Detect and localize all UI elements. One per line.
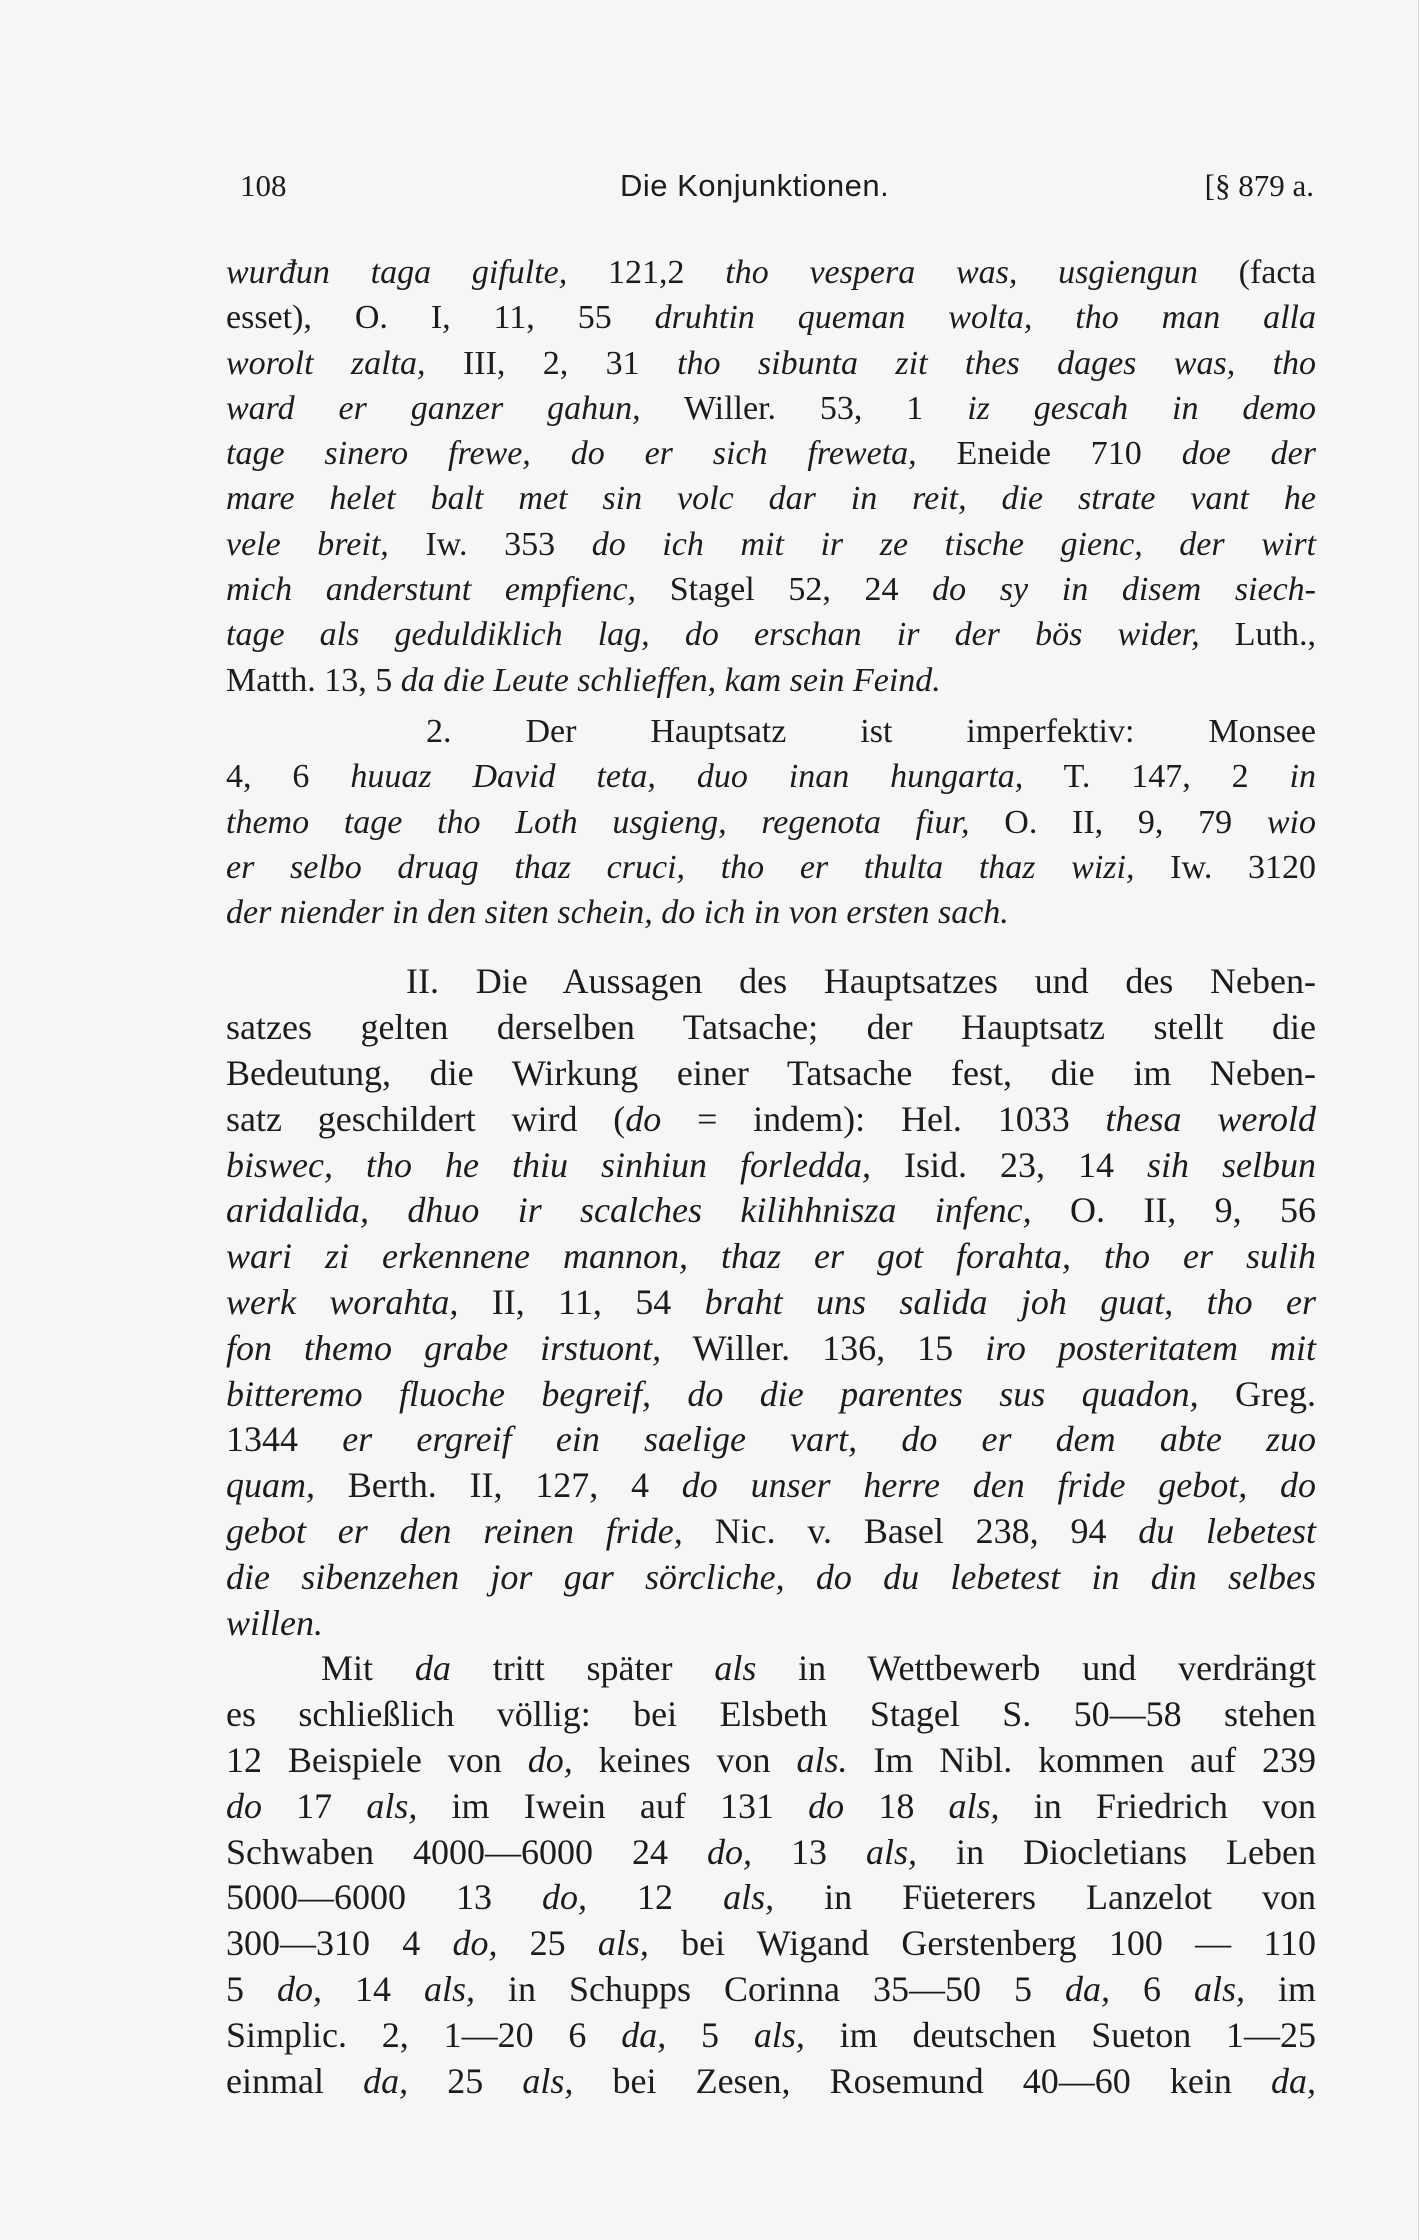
text-line <box>226 295 1316 340</box>
text-run: im Iwein auf 131 <box>417 1785 809 1826</box>
text-line <box>226 386 1316 431</box>
text-run: Matth. 13, 5 <box>226 661 401 699</box>
italic-citation: thesa werold <box>1105 1098 1316 1139</box>
text-run: 13 <box>752 1831 867 1872</box>
text-line <box>226 1372 1316 1418</box>
italic-citation: do sy in disem siech- <box>932 571 1317 609</box>
italic-citation: er selbo druag thaz cruci, tho er thulta thaz wizi, <box>226 848 1135 886</box>
text-line <box>226 1646 1316 1692</box>
italic-citation: tage als geduldiklich lag, do erschan ir der bös wider, <box>226 616 1200 654</box>
text-line <box>226 1692 1316 1738</box>
text-run: satz geschildert wird ( <box>226 1098 626 1139</box>
text-run: Iw. 353 <box>388 525 592 563</box>
paragraph-p3 <box>226 959 1316 1646</box>
text-run: 1344 <box>226 1419 343 1460</box>
italic-citation: tho sibunta zit thes dages was, tho <box>677 344 1317 382</box>
italic-citation: do, <box>527 1740 573 1780</box>
italic-citation: tage sinero frewe, do er sich freweta, <box>226 435 917 473</box>
text-line <box>226 800 1316 845</box>
text-run: im <box>1245 1968 1316 2009</box>
italic-citation: bitteremo fluoche begreif, do die parentes sus quadon, <box>226 1373 1199 1414</box>
text-run: 6 <box>1109 1968 1194 2009</box>
text-line <box>226 1234 1316 1280</box>
text-run: keines von <box>572 1740 797 1780</box>
italic-citation: wio <box>1266 803 1316 841</box>
text-line <box>226 1188 1316 1234</box>
text-run: Simplic. 2, 1—20 6 <box>226 2014 622 2055</box>
italic-citation: die sibenzehen jor gar sörcliche, do du lebetest in din selbes <box>226 1556 1316 1597</box>
italic-citation: braht uns salida joh guat, tho er <box>704 1282 1317 1323</box>
text-line <box>226 431 1316 476</box>
text-line <box>226 1326 1316 1372</box>
text-line <box>226 567 1316 612</box>
running-title: Die Konjunktionen. <box>620 168 890 203</box>
text-run: O. II, 9, 56 <box>1031 1190 1316 1231</box>
italic-citation: als, <box>866 1831 918 1872</box>
text-line <box>226 890 1316 935</box>
text-line <box>226 1097 1316 1143</box>
text-run: 17 <box>262 1785 367 1826</box>
italic-citation: in <box>1289 758 1316 796</box>
text-line <box>226 1280 1316 1326</box>
text-run: in Füeterers Lanzelot von <box>774 1877 1317 1918</box>
text-run: Eneide 710 <box>916 435 1182 473</box>
text-run: es schließlich völlig: bei Elsbeth Stagel S. 50—58 stehen <box>226 1694 1316 1735</box>
text-run: Greg. <box>1198 1373 1316 1414</box>
text-run: in Friedrich von <box>999 1785 1316 1826</box>
text-run: T. 147, 2 <box>1023 758 1290 796</box>
text-run: Isid. 23, 14 <box>870 1144 1147 1185</box>
italic-citation: wari zi erkennene mannon, thaz er got forahta, tho er sulih <box>226 1236 1316 1277</box>
text-run: II, 11, 54 <box>458 1282 705 1323</box>
text-line <box>226 1784 1316 1830</box>
text-run: 18 <box>844 1785 949 1826</box>
italic-citation: der niender in den siten schein, do ich in von ersten sach. <box>226 894 1009 932</box>
text-run: Nic. v. Basel 238, 94 <box>682 1511 1139 1552</box>
running-header <box>240 168 1314 210</box>
italic-citation: er ergreif ein saelige vart, do er dem abte zuo <box>342 1419 1316 1460</box>
text-line <box>226 2013 1316 2059</box>
italic-citation: biswec, tho he thiu sinhiun forledda, <box>226 1144 871 1185</box>
italic-citation: als <box>714 1648 757 1689</box>
text-line <box>226 1921 1316 1967</box>
paragraph-gap <box>226 935 1316 959</box>
text-line <box>226 2059 1316 2105</box>
italic-citation: do, <box>542 1877 588 1918</box>
text-run: = indem): Hel. 1033 <box>661 1098 1106 1139</box>
text-line <box>226 709 1316 754</box>
italic-citation: wurđun taga gifulte, <box>226 254 568 291</box>
italic-citation: du lebetest <box>1138 1511 1317 1552</box>
text-run: bei Wigand Gerstenberg 100 — 110 <box>648 1923 1316 1964</box>
paragraph-p2 <box>226 709 1316 935</box>
italic-citation: da, <box>363 2060 409 2101</box>
text-run: im deutschen Sueton 1—25 <box>804 2014 1317 2055</box>
text-run: 4, 6 <box>226 758 351 796</box>
italic-citation: do <box>808 1785 845 1826</box>
text-run: 300—310 4 <box>226 1923 453 1964</box>
text-run: 121,2 <box>567 254 726 291</box>
italic-citation: da, <box>621 2014 667 2055</box>
text-run: tritt später <box>450 1648 715 1689</box>
text-run: Bedeutung, die Wirkung einer Tatsache fest, die im Neben- <box>226 1053 1316 1094</box>
italic-citation: als, <box>366 1785 418 1826</box>
text-run: Luth., <box>1199 616 1316 654</box>
italic-citation: werk worahta, <box>226 1282 459 1323</box>
italic-citation: iro posteritatem mit <box>985 1327 1316 1368</box>
page-body-text <box>226 250 1316 2104</box>
section-marker: [§ 879 a. <box>1204 168 1314 203</box>
italic-citation: tho vespera was, usgiengun <box>725 254 1198 291</box>
paragraph-p4 <box>226 1646 1316 2104</box>
italic-citation: do, <box>452 1923 498 1964</box>
text-line <box>226 522 1316 567</box>
text-run: Willer. 53, 1 <box>640 389 968 427</box>
text-line <box>226 845 1316 890</box>
text-line <box>226 1738 1316 1784</box>
italic-citation: worolt zalta, <box>226 344 426 382</box>
italic-citation: da <box>414 1648 451 1689</box>
text-line <box>226 1463 1316 1509</box>
text-line <box>226 1555 1316 1601</box>
text-run: 12 Beispiele von <box>226 1740 528 1780</box>
page-number: 108 <box>240 168 287 203</box>
italic-citation: als, <box>723 1877 775 1918</box>
text-line <box>226 1417 1316 1463</box>
italic-citation: als. <box>796 1740 848 1780</box>
italic-citation: druhtin queman wolta, tho man alla <box>654 299 1317 337</box>
text-line <box>226 1509 1316 1555</box>
italic-citation: da, <box>1064 1968 1110 2009</box>
text-line <box>226 612 1316 657</box>
italic-citation: als, <box>753 2014 805 2055</box>
text-run: in Wettbewerb und verdrängt <box>756 1648 1317 1689</box>
text-line <box>226 250 1316 295</box>
text-line <box>226 1601 1316 1647</box>
italic-citation: huuaz David teta, duo inan hungarta, <box>350 758 1024 796</box>
italic-citation: willen. <box>226 1602 323 1643</box>
text-run: satzes gelten derselben Tatsache; der Hauptsatz stellt die <box>226 1007 1316 1048</box>
italic-citation: themo tage tho Loth usgieng, regenota fiur, <box>226 803 970 841</box>
italic-citation: do <box>226 1785 262 1826</box>
italic-citation: da die Leute schlieffen, kam sein Feind. <box>400 661 941 699</box>
text-run: O. II, 9, 79 <box>969 803 1267 841</box>
text-run: 14 <box>322 1968 424 2009</box>
italic-citation: fon themo grabe irstuont, <box>226 1327 662 1368</box>
italic-citation: mare helet balt met sin volc dar in reit, die strate vant he <box>226 480 1316 518</box>
text-run: II. Die Aussagen des Hauptsatzes und des Neben- <box>406 961 1316 1002</box>
italic-citation: als, <box>948 1785 1000 1826</box>
italic-citation: vele breit, <box>226 525 389 563</box>
text-run: 25 <box>408 2060 523 2101</box>
page-edge <box>1418 0 1419 2240</box>
text-line <box>226 1875 1316 1921</box>
text-run: esset), O. I, 11, 55 <box>226 299 655 337</box>
italic-citation: aridalida, dhuo ir scalches kilihhnisza infenc, <box>226 1190 1032 1231</box>
italic-citation: als, <box>522 2060 574 2101</box>
text-run: Im Nibl. kommen auf 239 <box>847 1740 1316 1780</box>
text-line <box>226 476 1316 521</box>
text-run: Willer. 136, 15 <box>661 1327 986 1368</box>
italic-citation: sih selbun <box>1146 1144 1316 1185</box>
text-run: Mit <box>321 1648 415 1689</box>
italic-citation: quam, <box>226 1465 315 1506</box>
text-run: Berth. II, 127, 4 <box>315 1465 682 1506</box>
text-line <box>226 1051 1316 1097</box>
text-line <box>226 658 1316 703</box>
italic-citation: doe der <box>1181 435 1316 473</box>
text-line <box>226 1967 1316 2013</box>
text-line <box>226 341 1316 386</box>
italic-citation: do, <box>277 1968 322 2009</box>
text-run: 25 <box>497 1923 598 1964</box>
italic-citation: da, <box>1271 2060 1317 2101</box>
text-line <box>226 754 1316 799</box>
text-run: Schwaben 4000—6000 24 <box>226 1831 707 1872</box>
text-run: 5 <box>226 1968 277 2009</box>
italic-citation: gebot er den reinen fride, <box>226 1511 683 1552</box>
text-run: einmal <box>226 2060 364 2101</box>
text-run: in Diocletians Leben <box>917 1831 1316 1872</box>
text-run: 5000—6000 13 <box>226 1877 543 1918</box>
text-run: 2. Der Hauptsatz ist imperfektiv: Monsee <box>426 712 1316 750</box>
text-run: 12 <box>587 1877 724 1918</box>
italic-citation: do ich mit ir ze tische gienc, der wirt <box>591 525 1316 563</box>
text-line <box>226 1830 1316 1876</box>
italic-citation: als, <box>1193 1968 1245 2009</box>
italic-citation: do, <box>707 1831 752 1872</box>
italic-citation: do <box>625 1098 662 1139</box>
text-line <box>226 959 1316 1005</box>
italic-citation: mich anderstunt empfienc, <box>226 571 637 609</box>
italic-citation: als, <box>424 1968 476 2009</box>
italic-citation: als, <box>597 1923 649 1964</box>
text-run: III, 2, 31 <box>425 344 678 382</box>
italic-citation: ward er ganzer gahun, <box>226 389 641 427</box>
text-run: 5 <box>666 2014 754 2055</box>
paragraph-p1 <box>226 250 1316 703</box>
text-run: Stagel 52, 24 <box>636 571 933 609</box>
italic-citation: do unser herre den fride gebot, do <box>681 1465 1316 1506</box>
text-run: in Schupps Corinna 35—50 5 <box>475 1968 1065 2009</box>
text-run: bei Zesen, Rosemund 40—60 kein <box>573 2060 1272 2101</box>
text-run: Iw. 3120 <box>1134 848 1316 886</box>
italic-citation: iz gescah in demo <box>967 389 1317 427</box>
text-run: (facta <box>1197 254 1317 291</box>
text-line <box>226 1005 1316 1051</box>
text-line <box>226 1143 1316 1189</box>
